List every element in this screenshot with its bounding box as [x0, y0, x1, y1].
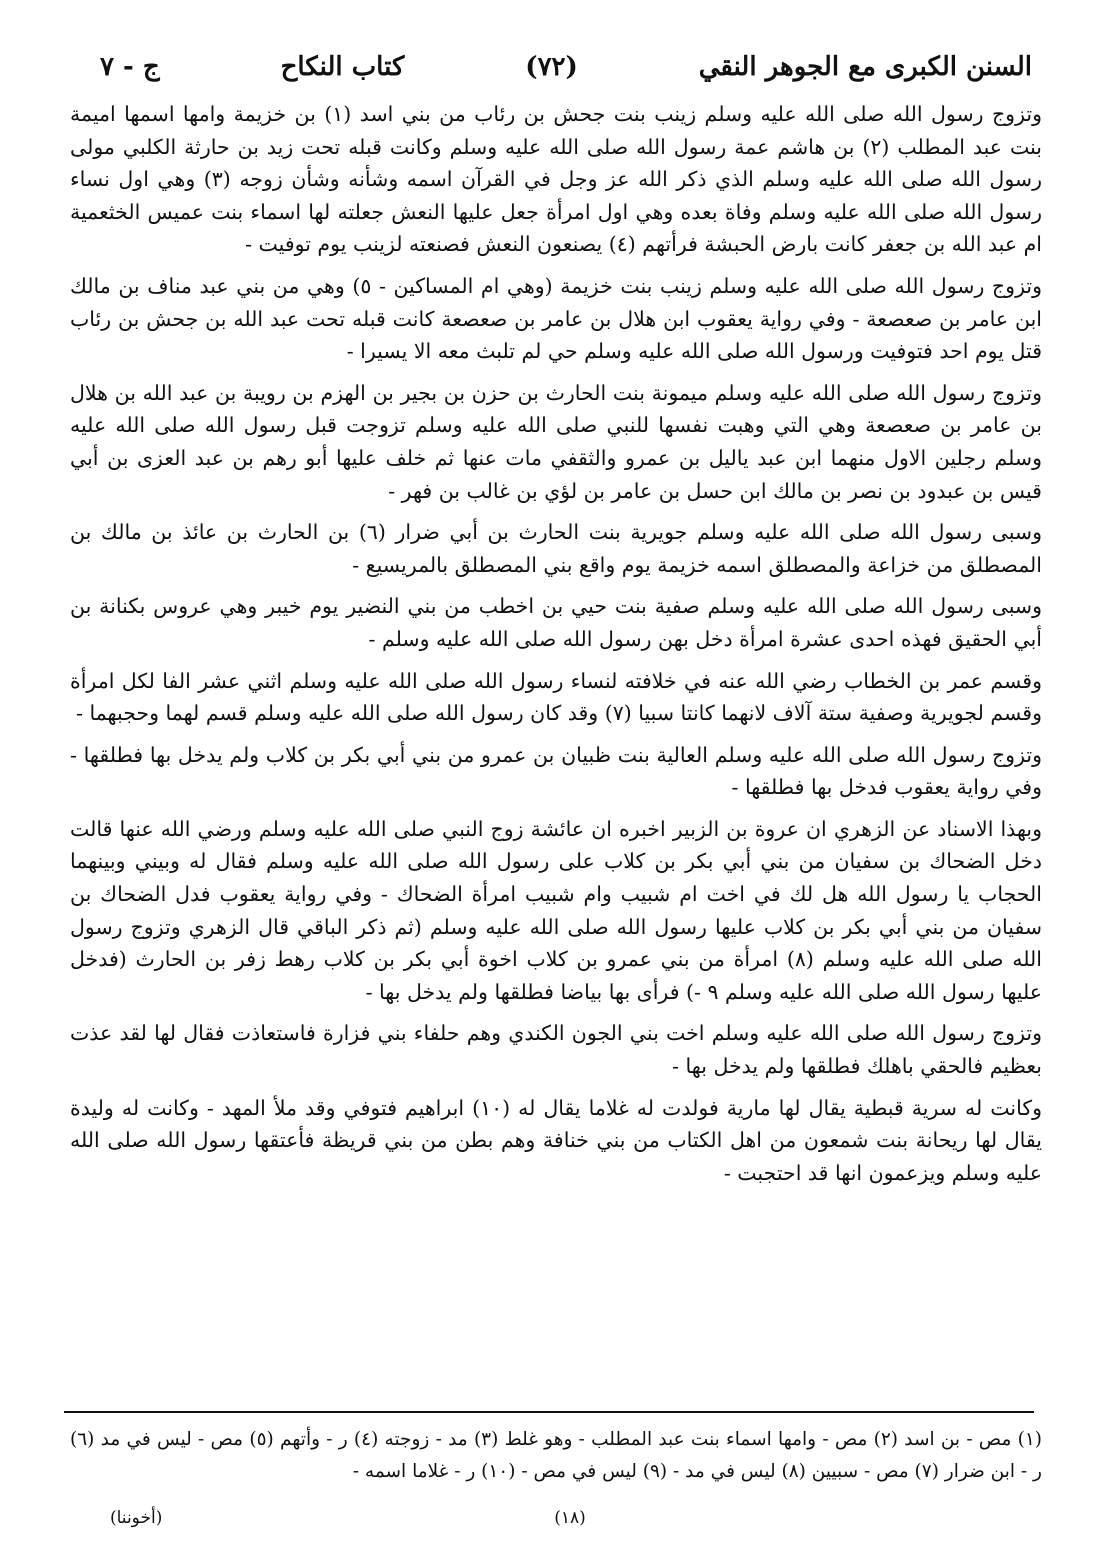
volume-part: ج - ٧	[100, 52, 160, 82]
paragraph: وبهذا الاسناد عن الزهري ان عروة بن الزبير اخبره ان عائشة زوج النبي صلى الله عليه وسلم ورضي الله عنها قالت دخل الضحاك بن سفيان من بني أبي بكر بن كلاب على رسول الله صلى الله عليه وسلم فقال له وبيني وبينهما الحجاب يا رسول الله هل لك في اخت ام شبيب وام شبيب امرأة الضحاك - وفي رواية يعقوب فدل الضحاك بن سفيان من بني أبي بكر بن كلاب عليها رسول الله صلى الله عليه وسلم (ثم ذكر الباقي قال الزهري وتزوج رسول الله صلى الله عليه وسلم (٨) امرأة من بني عمرو بن كلاب اخوة أبي بكر بن كلاب رهط زفر بن الحارث (فدخل عليها رسول الله صلى الله عليه وسلم ٩ -) فرأى بها بياضا فطلقها ولم يدخل بها -	[70, 816, 1042, 1004]
footnotes	[70, 1424, 1042, 1488]
paragraph: وتزوج رسول الله صلى الله عليه وسلم اخت بني الجون الكندي وهم حلفاء بني فزارة فاستعاذت فقال لها لقد عذت بعظيم فالحقي باهلك فطلقها ولم يدخل بها -	[70, 1021, 1042, 1079]
paragraph: وسبى رسول الله صلى الله عليه وسلم جويرية بنت الحارث بن أبي ضرار (٦) بن الحارث بن عائذ بن مالك بن المصطلق من خزاعة والمصطلق اسمه خزيمة يوم واقع بني المصطلق بالمريسيع -	[70, 520, 1042, 577]
paragraph: وتزوج رسول الله صلى الله عليه وسلم العالية بنت ظبيان بن عمرو من بني أبي بكر بن كلاب ولم يدخل بها فطلقها - وفي رواية يعقوب فدخل بها فطلقها -	[70, 742, 1042, 800]
page-header	[100, 52, 1032, 94]
page-number: (٧٢)	[525, 52, 578, 82]
paragraph: وتزوج رسول الله صلى الله عليه وسلم زينب بنت خزيمة (وهي ام المساكين - ٥) وهي من بني عبد مناف بن مالك ابن عامر بن صعصعة - وفي رواية يعقوب ابن هلال بن عامر بن صعصعة كانت قبله تحت عبد الله بن جحش بن رئاب قتل يوم احد فتوفيت ورسول الله صلى الله عليه وسلم حي لم تلبث معه الا يسيرا -	[70, 273, 1042, 364]
book-title: السنن الكبرى مع الجوهر النقي	[698, 52, 1032, 82]
catchword: (أخوننا)	[110, 1508, 163, 1528]
paragraph: وسبى رسول الله صلى الله عليه وسلم صفية بنت حيي بن اخطب من بني النضير يوم خيبر وهي عروس بكنانة بن أبي الحقيق فهذه احدى عشرة امرأة دخل بهن رسول الله صلى الله عليه وسلم -	[70, 594, 1042, 651]
paragraph: وقسم عمر بن الخطاب رضي الله عنه في خلافته لنساء رسول الله صلى الله عليه وسلم اثني عشر الفا لكل امرأة وقسم لجويرية وصفية ستة آلاف لانهما كانتا سبيا (٧) وقد كان رسول الله صلى الله عليه وسلم قسم لهما وحجبهما -	[70, 668, 1042, 726]
footnote-divider	[64, 1411, 1034, 1413]
page-footer	[70, 1508, 1042, 1536]
chapter-title: كتاب النكاح	[280, 52, 405, 82]
footnote-line: (١) مص - بن اسد (٢) مص - وامها اسماء بنت عبد المطلب - وهو غلط (٣) مد - زوجته (٤) ر - وأتهم (٥) مص - ليس في مد (٦) ر - ابن ضرار (٧) مص - سبيين (٨) ليس في مد - (٩) ليس في مص - (١٠) ر - غلاما اسمه -	[70, 1429, 1042, 1482]
main-text	[70, 98, 1042, 1198]
paragraph: وتزوج رسول الله صلى الله عليه وسلم زينب بنت جحش بن رئاب من بني اسد (١) بن خزيمة وامها اسمها اميمة بنت عبد المطلب (٢) بن هاشم عمة رسول الله صلى الله عليه وسلم وكانت قبله تحت زيد بن حارثة الكلبي مولى رسول الله صلى الله عليه وسلم الذي ذكر الله عز وجل في القرآن اسمه وشأنه وشأن زوجه (٣) وهي اول نساء رسول الله صلى الله عليه وسلم وفاة بعده وهي اول امرأة جعل عليها النعش جعلته لها اسماء بنت عميس الخثعمية ام عبد الله بن جعفر كانت بارض الحبشة فرأتهم (٤) يصنعون النعش فصنعته لزينب يوم توفيت -	[70, 102, 1042, 257]
paragraph: وتزوج رسول الله صلى الله عليه وسلم ميمونة بنت الحارث بن حزن بن بجير بن الهزم بن رويبة بن عبد الله بن هلال بن عامر بن صعصعة وهي التي وهبت نفسها للنبي صلى الله عليه وسلم تزوجت قبل رسول الله صلى الله عليه وسلم رجلين الاول منهما ابن عبد ياليل بن عمرو والثقفي مات عنها ثم خلف عليها أبو رهم بن عبد العزى بن أبي قيس بن عبدود بن نصر بن مالك ابن حسل بن عامر بن لؤي بن غالب بن فهر -	[70, 380, 1042, 503]
paragraph: وكانت له سرية قبطية يقال لها مارية فولدت له غلاما يقال له (١٠) ابراهيم فتوفي وقد ملأ المهد - وكانت له وليدة يقال لها ريحانة بنت شمعون من اهل الكتاب من بني خنافة وهم بطن من بني قريظة فأعتقها رسول الله صلى الله عليه وسلم ويزعمون انها قد احتجبت -	[70, 1095, 1042, 1185]
signature-mark: (١٨)	[554, 1508, 586, 1528]
